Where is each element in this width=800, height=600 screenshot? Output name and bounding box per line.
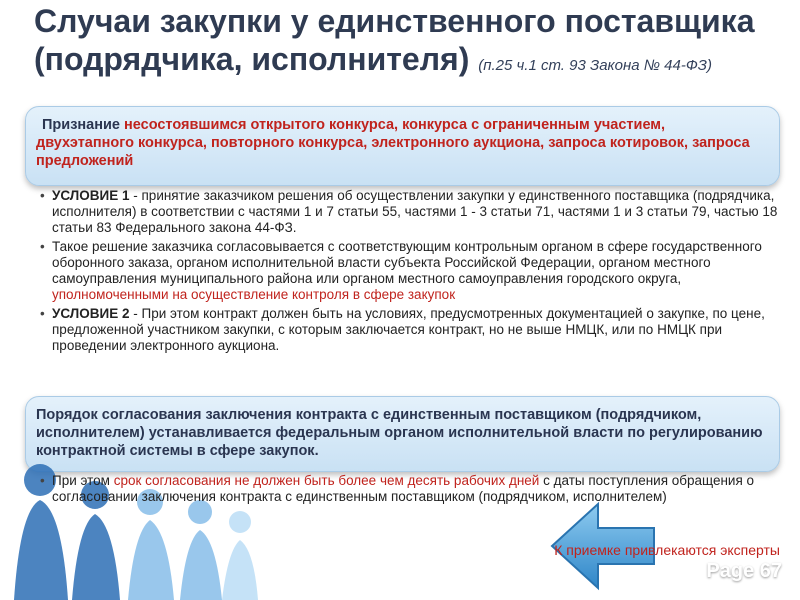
title-main: Случаи закупки у единственного поставщика (подрядчика, исполнителя) — [34, 3, 755, 77]
approval-red-text: уполномоченными на осуществление контроля в сфере закупок — [52, 287, 456, 302]
deadline-post: с даты поступления обращения о согласовании заключения контракта с единственным поставщиком (подрядчиком, исполнителем) — [52, 473, 755, 504]
conditions-list — [38, 188, 780, 357]
deadline-red-text: срок согласования не должен быть более чем десять рабочих дней — [113, 473, 540, 488]
condition-1-item — [38, 188, 780, 236]
deadline-item — [38, 473, 780, 505]
recognition-box — [25, 106, 780, 186]
page-number: Page 67 — [706, 560, 782, 582]
condition-2-label: УСЛОВИЕ 2 — [52, 306, 130, 321]
people-silhouettes-decoration — [0, 440, 260, 600]
deadline-list — [38, 473, 780, 508]
approval-item — [38, 239, 780, 303]
title-law-reference: (п.25 ч.1 ст. 93 Закона № 44-ФЗ) — [478, 57, 712, 74]
approval-text: Такое решение заказчика согласовывается с соответствующим контрольным органом в сфере государственного оборонного заказа, органом исполнительной власти субъекта Российской Федерации, органом местного самоуправления муниципального района или органом местного самоуправления городского округа, — [52, 239, 762, 286]
experts-note: К приемке привлекаются эксперты — [554, 542, 780, 558]
slide-title — [34, 2, 774, 78]
recognition-red-text: несостоявшимся открытого конкурса, конкурса с ограниченным участием, двухэтапного конкурса, повторного конкурса, электронного аукциона, запроса котировок, запроса предложений — [36, 117, 750, 169]
recognition-lead: Признание — [42, 117, 120, 133]
condition-1-text: - принятие заказчиком решения об осуществлении закупки у единственного поставщика (подрядчика, исполнителя) в соответствии с частями 1 и 7 статьи 55, частями 1 - 3 статьи 71, частями 1 и 3 статьи 79, частью 18 статьи 83 Федерального закона 44-ФЗ. — [52, 188, 778, 235]
condition-2-item — [38, 306, 780, 354]
procedure-text: Порядок согласования заключения контракта с единственным поставщиком (подрядчиком, исполнителем) устанавливается федеральным органом исполнительной власти по регулированию контрактной системы в сфере закупок. — [36, 407, 763, 459]
condition-2-text: - При этом контракт должен быть на условиях, предусмотренных документацией о закупке, по цене, предложенной участником закупки, с которым заключается контракт, но не выше НМЦК, или по НМЦК при проведении электронного аукциона. — [52, 306, 765, 353]
condition-1-label: УСЛОВИЕ 1 — [52, 188, 130, 203]
deadline-pre: При этом — [52, 473, 110, 488]
